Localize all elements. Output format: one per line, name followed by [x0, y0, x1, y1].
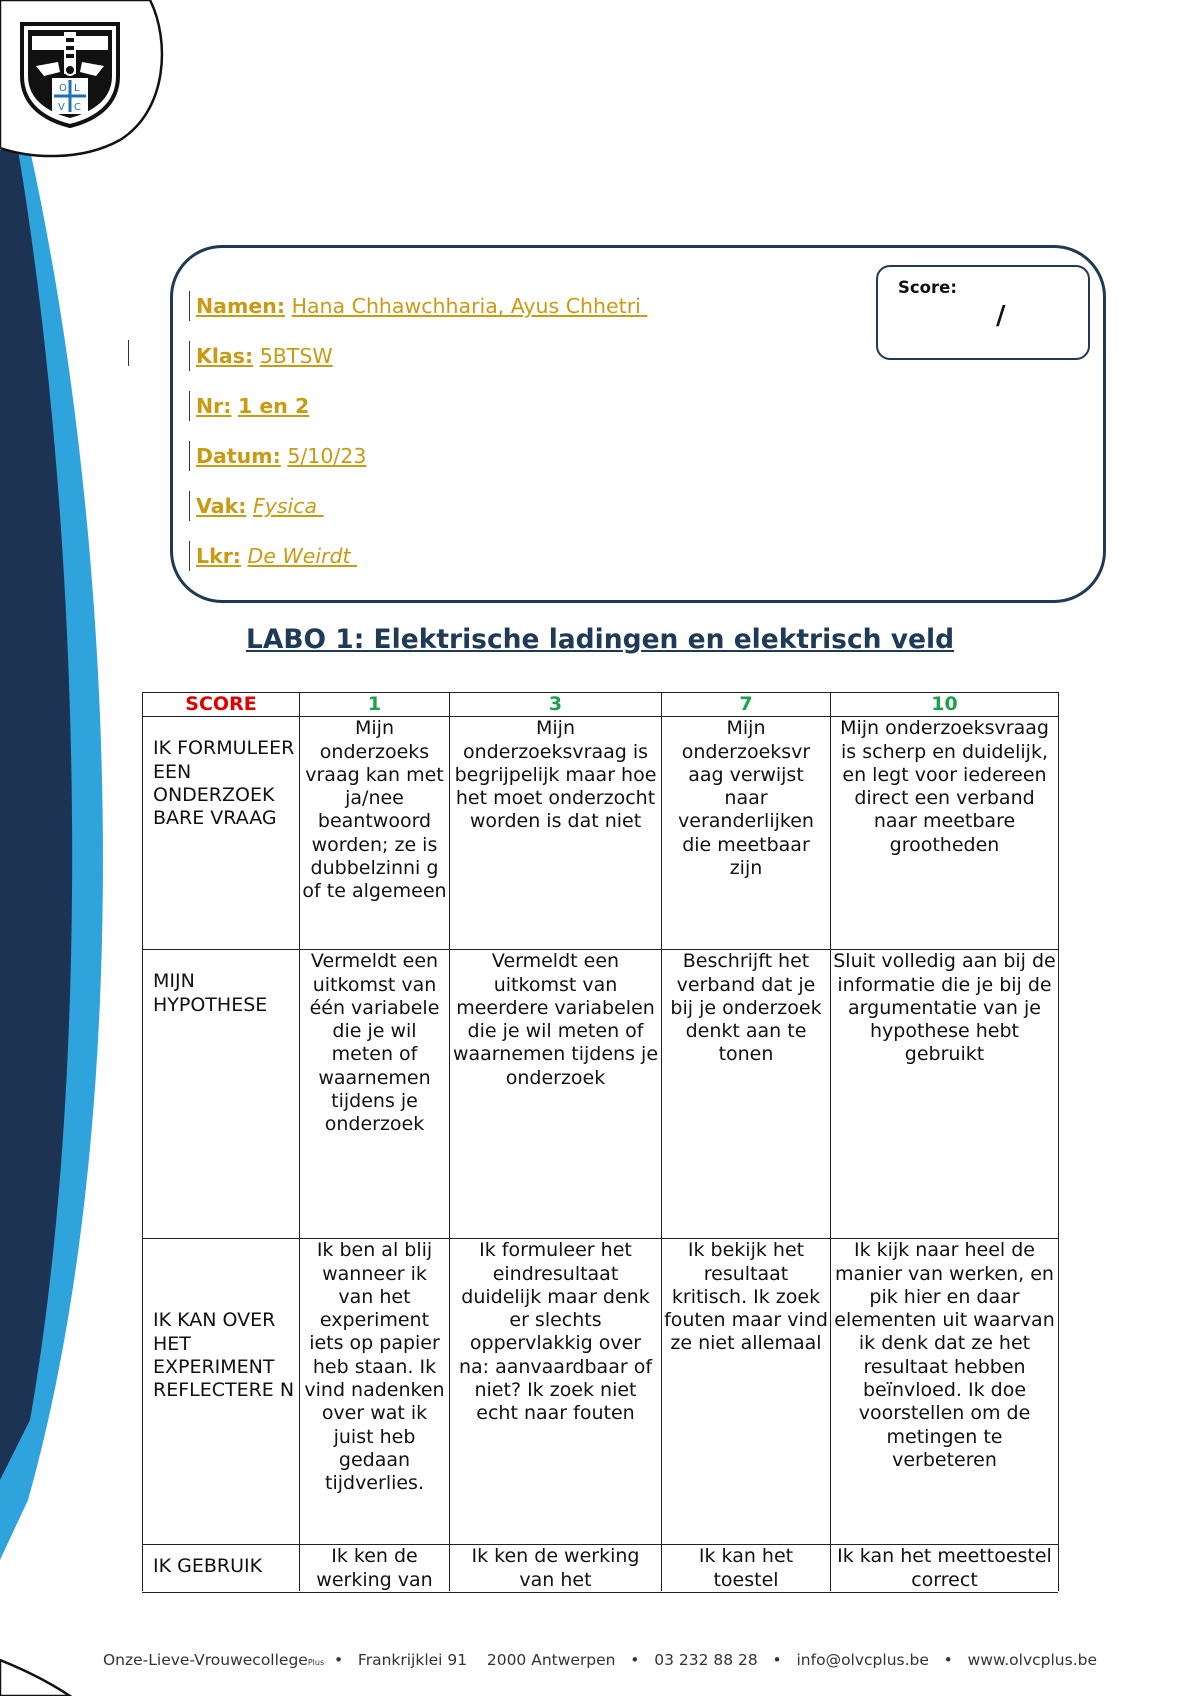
- rubric-cell-7: Ik bekijk het resultaat kritisch. Ik zoek fouten maar vind ze niet allemaal: [662, 1239, 831, 1545]
- date-field[interactable]: [189, 441, 366, 471]
- rubric-cell-10: Ik kijk naar heel de manier van werken, en pik hier en daar elementen uit waarvan ik denk dat ze het resultaat hebben beïnvloed. Ik doe voorstellen om de metingen te verbeteren: [831, 1239, 1059, 1545]
- criterion-cell: [143, 717, 300, 950]
- score-3-header: 3: [450, 693, 662, 717]
- teacher-label: Lkr:: [196, 544, 242, 568]
- rubric-row-onderzoeksvraag: [143, 717, 1059, 950]
- rubric-cell-1: Vermeldt een uitkomst van één variabele die je wil meten of waarnemen tijdens je onderzoek: [300, 950, 450, 1239]
- subject-value: Fysica: [252, 494, 318, 518]
- criterion-cell: [143, 1239, 300, 1545]
- rubric-cell-7: Beschrijft het verband dat je bij je onderzoek denkt aan te tonen: [662, 950, 831, 1239]
- logo-letter-c: C: [74, 102, 81, 113]
- rubric-row-reflecteren: [143, 1239, 1059, 1545]
- rubric-cell-7: Mijn onderzoeksvr aag verwijst naar veranderlijken die meetbaar zijn: [662, 717, 831, 950]
- footer-web[interactable]: www.olvcplus.be: [967, 1651, 1097, 1669]
- rubric-cell-3: Mijn onderzoeksvraag is begrijpelijk maar hoe het moet onderzocht worden is dat niet: [450, 717, 662, 950]
- criterion-cell: [143, 1545, 300, 1592]
- rubric-cell-1: Ik ben al blij wanneer ik van het experiment iets op papier heb staan. Ik vind nadenken over wat ik juist heb gedaan tijdverlies.: [300, 1239, 450, 1545]
- criterion-cell: [143, 950, 300, 1239]
- score-header: SCORE: [143, 693, 300, 717]
- name-value: Hana Chhawchharia, Ayus Chhetri: [291, 294, 641, 318]
- class-label: Klas:: [196, 344, 254, 368]
- name-field[interactable]: [189, 291, 647, 321]
- rubric-row-hypothese: [143, 950, 1059, 1239]
- footer-plus: Plus: [307, 1658, 325, 1667]
- rubric-cell-10: Mijn onderzoeksvraag is scherp en duidelijk, en legt voor iedereen direct een verband naar meetbare grootheden: [831, 717, 1059, 950]
- class-value: 5BTSW: [259, 344, 333, 368]
- logo-letter-l: L: [74, 83, 80, 94]
- rubric-row-gebruik: [143, 1545, 1059, 1592]
- teacher-field[interactable]: [189, 541, 479, 571]
- rubric-cell-3: Vermeldt een uitkomst van meerdere variabelen die je wil meten of waarnemen tijdens je onderzoek: [450, 950, 662, 1239]
- score-label: Score:: [898, 278, 957, 297]
- table-bottom-border: [142, 1592, 1058, 1593]
- number-label: Nr:: [196, 394, 232, 418]
- rubric-cell-1: Mijn onderzoeks vraag kan met ja/nee beantwoord worden; ze is dubbelzinni g of te algemeen: [300, 717, 450, 950]
- date-label: Datum:: [196, 444, 281, 468]
- rubric-cell-10: Sluit volledig aan bij de informatie die je bij de argumentatie van je hypothese hebt gebruikt: [831, 950, 1059, 1239]
- school-logo: [14, 14, 126, 128]
- footer-address: Frankrijklei 91 2000 Antwerpen: [357, 1651, 616, 1669]
- criterion-text: IK FORMULEER EEN ONDERZOEK BARE VRAAG: [153, 737, 295, 830]
- subject-label: Vak:: [196, 494, 247, 518]
- page-footer: Onze-Lieve-VrouwecollegePlus • Frankrijklei 91 2000 Antwerpen • 03 232 88 28 • info@olvcplus.be • www.olvcplus.be: [102, 1651, 1097, 1669]
- logo-letter-o: O: [59, 83, 67, 94]
- score-7-header: 7: [662, 693, 831, 717]
- rubric-cell-3: Ik ken de werking van het: [450, 1545, 662, 1592]
- footer-phone: 03 232 88 28: [654, 1651, 758, 1669]
- rubric-cell-3: Ik formuleer het eindresultaat duidelijk maar denk er slechts oppervlakkig over na: aanvaardbaar of niet? Ik zoek niet echt naar fouten: [450, 1239, 662, 1545]
- number-value: 1 en 2: [238, 394, 310, 418]
- name-label: Namen:: [196, 294, 286, 318]
- criterion-text: IK KAN OVER HET EXPERIMENT REFLECTERE N: [153, 1309, 295, 1402]
- rubric-cell-10: Ik kan het meettoestel correct: [831, 1545, 1059, 1592]
- page-title: LABO 1: Elektrische ladingen en elektrisch veld: [245, 624, 955, 655]
- score-1-header: 1: [300, 693, 450, 717]
- rubric-cell-1: Ik ken de werking van: [300, 1545, 450, 1592]
- class-field[interactable]: [189, 341, 333, 371]
- criterion-text: MIJN HYPOTHESE: [153, 970, 268, 1016]
- score-box[interactable]: [876, 265, 1090, 360]
- teacher-value: De Weirdt: [247, 544, 351, 568]
- logo-letter-v: V: [58, 102, 65, 113]
- teacher-blank-line: [351, 541, 479, 571]
- score-slash: /: [996, 301, 1006, 331]
- rubric-table: [142, 692, 1059, 1591]
- number-field[interactable]: [189, 391, 309, 421]
- score-10-header: 10: [831, 693, 1059, 717]
- rubric-cell-7: Ik kan het toestel: [662, 1545, 831, 1592]
- subject-field[interactable]: [189, 491, 324, 521]
- criterion-text: IK GEBRUIK: [153, 1555, 263, 1578]
- footer-school: Onze-Lieve-Vrouwecollege: [102, 1651, 308, 1669]
- stray-text-cursor: [128, 340, 129, 366]
- rubric-header-row: [143, 693, 1059, 717]
- date-value: 5/10/23: [287, 444, 367, 468]
- footer-email[interactable]: info@olvcplus.be: [796, 1651, 929, 1669]
